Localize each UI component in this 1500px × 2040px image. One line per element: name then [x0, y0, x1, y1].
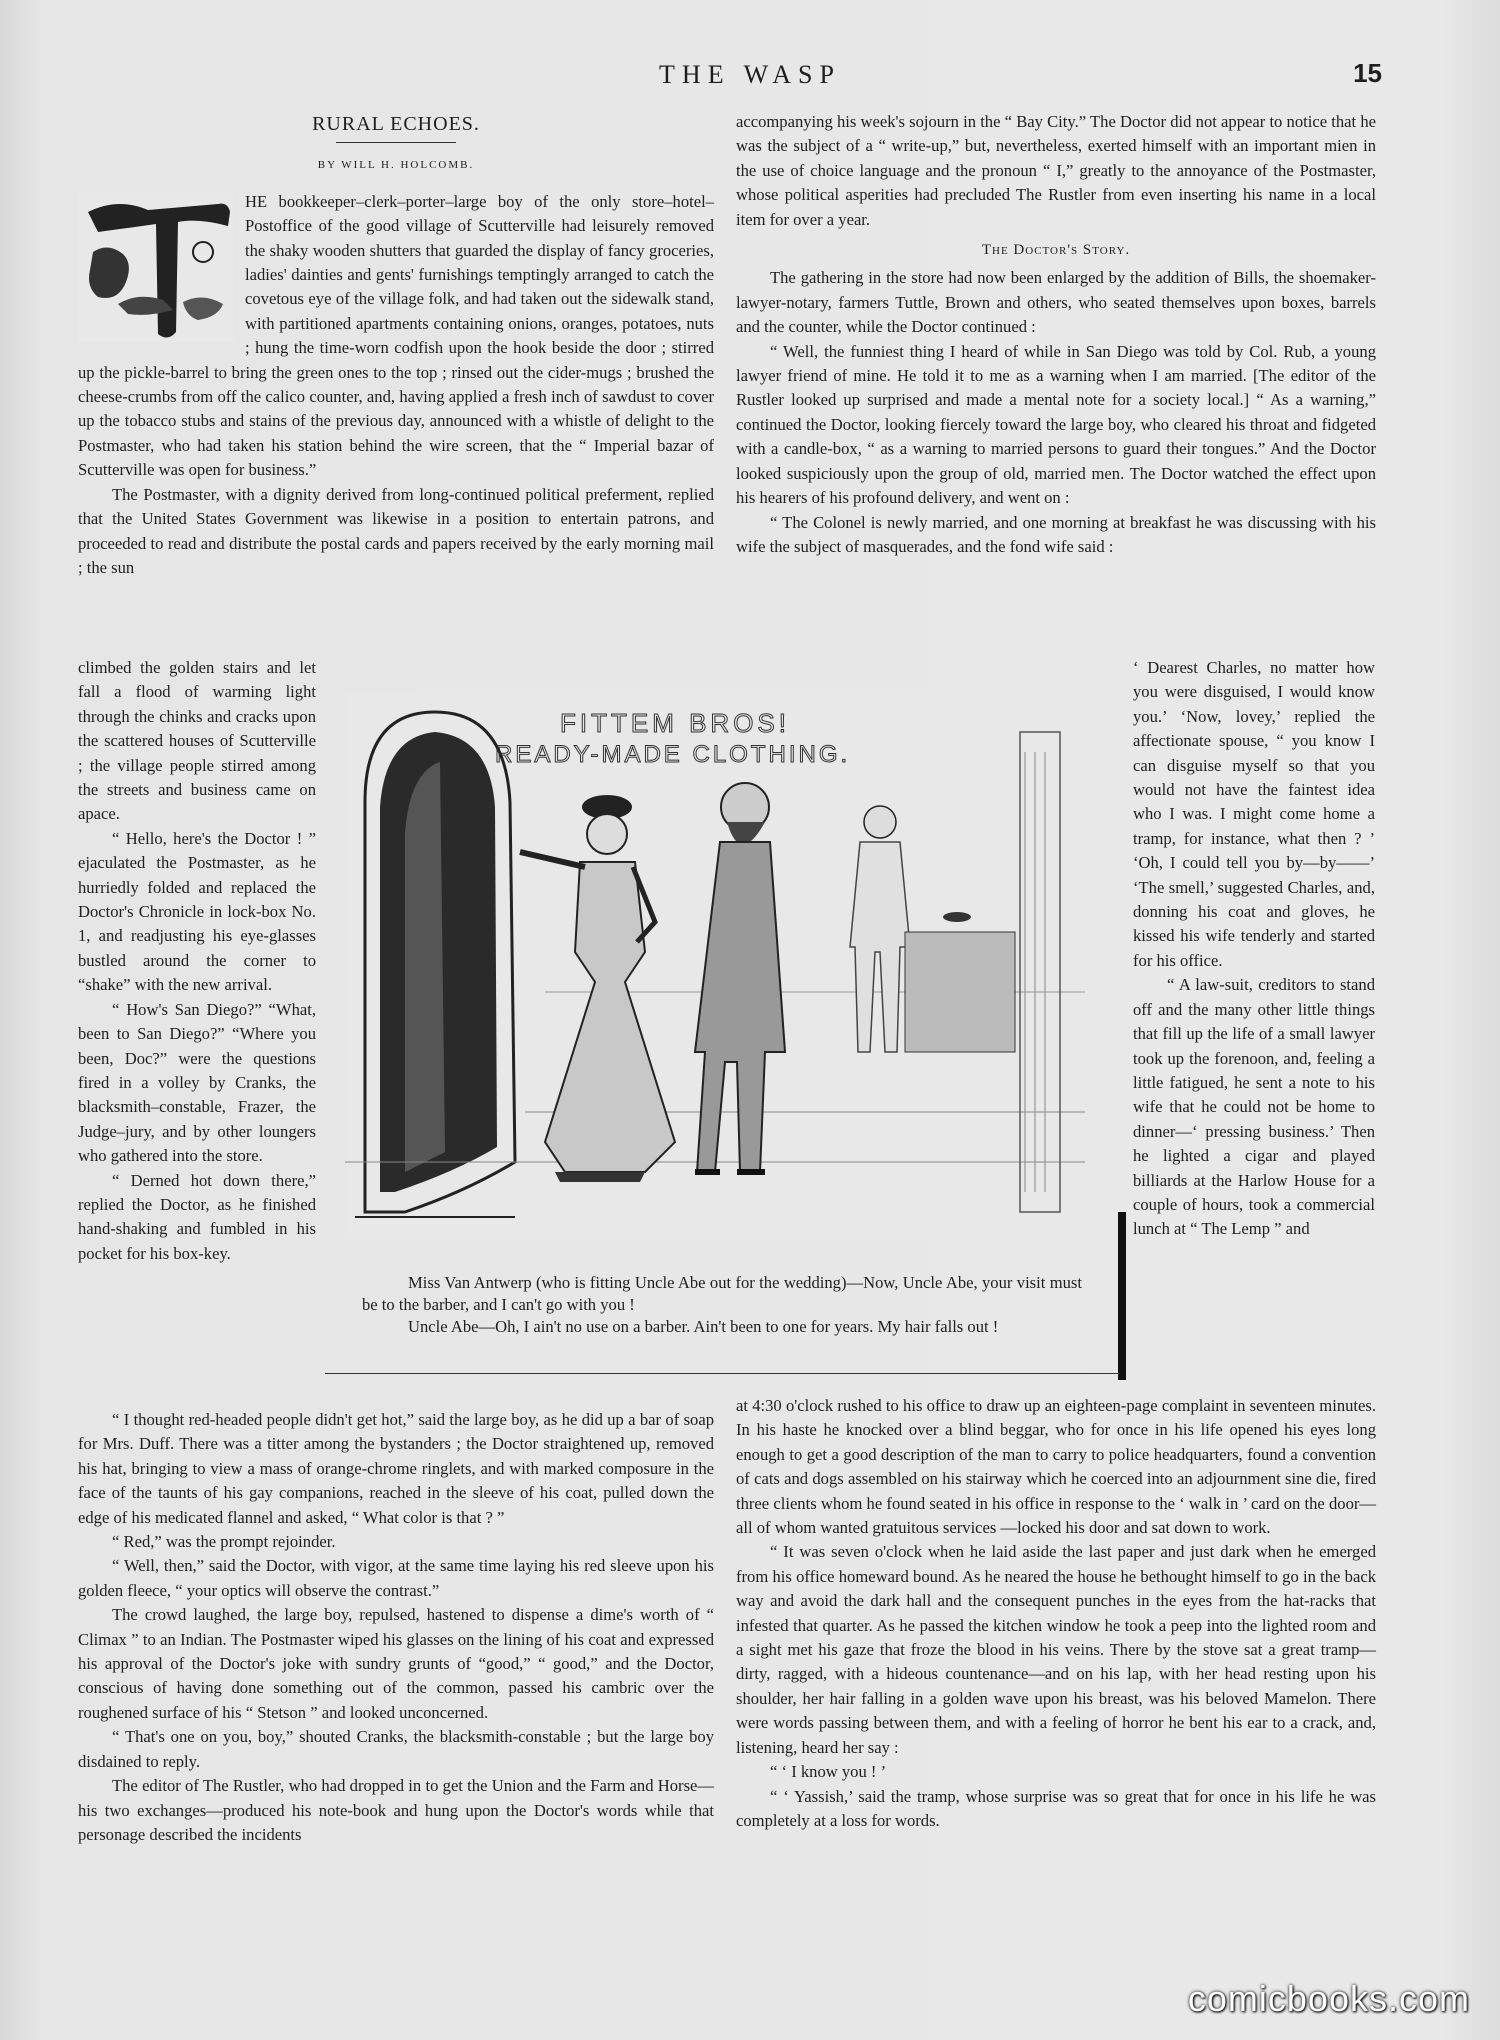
paragraph: climbed the golden stairs and let fall a flood of warming light through the chinks and cracks upon the scattered houses of Scutterville ; the village people stirred among the streets and business came on apace.: [78, 658, 316, 824]
paragraph: The editor of The Rustler, who had dropped in to get the Union and the Farm and Horse—his two exchanges—produced his note-book and hung upon the Doctor's words while that personage described the incidents: [78, 1776, 714, 1844]
paragraph: “ How's San Diego?” “What, been to San Diego?” “Where you been, Doc?” were the questions fired in a volley by Cranks, the blacksmith–constable, Frazer, the Judge–jury, and by other loungers who gathered into the store.: [78, 999, 316, 1166]
article-title: RURAL ECHOES.: [312, 113, 480, 135]
byline: BY WILL H. HOLCOMB.: [317, 159, 475, 172]
sign-text-line1: FITTEM BROS!: [560, 708, 790, 738]
paragraph: “ Derned hot down there,” replied the Doctor, as he finished hand-shaking and fumbled in his pocket for his box-key.: [78, 1170, 316, 1263]
watermark: comicbooks.com: [1187, 1978, 1470, 2019]
paragraph: “ I thought red-headed people didn't get hot,” said the large boy, as he did up a bar of soap for Mrs. Duff. There was a titter among the bystanders ; the Doctor straightened up, removed his hat, bringing to view a mass of orange-chrome ringlets, and with marked composure in the face of the taunts of his gay companions, reached in the sleeve of his coat, pulled down the edge of his medicated flannel and asked, “ What color is that ? ”: [78, 1410, 714, 1527]
illustration-clothing-store: [345, 692, 1085, 1237]
paragraph: The Postmaster, with a dignity derived from long-continued political preferment, replied that the United States Government was likewise in a position to entertain patrons, and proceeded to read and distribute the postal cards and papers received by the early morning mail ; the sun: [78, 484, 714, 577]
paragraph: accompanying his week's sojourn in the “ Bay City.” The Doctor did not appear to notice that he was the subject of a “ write-up,” but, nevertheless, exerted himself with an important mien in the use of choice language and the pronoun “ I,” greatly to the annoyance of the Postmaster, whose political asperities had precluded The Rustler from even inserting his name in a local item for over a year.: [736, 112, 1376, 229]
page-number: 15: [1353, 58, 1382, 88]
paragraph: “ That's one on you, boy,” shouted Cranks, the blacksmith-constable ; but the large boy disdained to reply.: [78, 1727, 714, 1771]
section-subhead: The Doctor's Story.: [981, 242, 1131, 259]
paragraph: “ Well, then,” said the Doctor, with vigor, at the same time laying his red sleeve upon his golden fleece, “ your optics will observe the contrast.”: [78, 1556, 714, 1600]
right-narrow-column: [1133, 656, 1375, 1242]
title-rule: [336, 142, 456, 143]
page-edge-bar: [1118, 1212, 1126, 1380]
paragraph: “ ‘ Yassish,’ said the tramp, whose surprise was so great that for once in his life he was completely at a loss for words.: [736, 1786, 1376, 1830]
paragraph: ‘ Dearest Charles, no matter how you were disguised, I would know you.’ ‘Now, lovey,’ replied the affectionate spouse, “ you know I can disguise myself so that you would not have the faintest idea who I was. I might come home a tramp, for instance, what then ? ’ ‘Oh, I could tell you by—by——’ ‘The smell,’ suggested Charles, and, donning his coat and gloves, he kissed his wife tenderly and started for his office.: [1133, 658, 1375, 970]
paragraph: HE bookkeeper–clerk–porter–large boy of the only store–hotel–Postoffice of the good village of Scutterville had leisurely removed the shaky wooden shutters that guarded the display of fancy groceries, ladies' dainties and gents' furnishings temptingly arranged to catch the covetous eye of the village folk, and had taken out the sidewalk stand, with partitioned apartments containing onions, oranges, potatoes, nuts ; hung the time-worn codfish upon the hook beside the door ; stirred up the pickle-barrel to bring the green ones to the top ; rinsed out the cider-mugs ; brushed the cheese-crumbs from off the calico counter, and, having applied a fresh inch of sawdust to cover up the tobacco stubs and stains of the previous day, announced with a whistle of delight to the Postmaster, who had taken his station behind the wire screen, that the “ Imperial bazar of Scutterville was open for business.”: [78, 191, 714, 480]
paragraph: “ The Colonel is newly married, and one morning at breakfast he was discussing with his wife the subject of masquerades, and the fond wife said :: [736, 512, 1376, 556]
caption-rule: [325, 1373, 1120, 1374]
illustration-caption: [362, 1272, 1082, 1338]
paragraph: “ Hello, here's the Doctor ! ” ejaculated the Postmaster, as he hurriedly folded and replaced the Doctor's Chronicle in lock-box No. 1, and readjusting his eye-glasses bustled around the corner to “shake” with the new arrival.: [78, 828, 316, 995]
paragraph: at 4:30 o'clock rushed to his office to draw up an eighteen-page complaint in seventeen minutes. In his haste he knocked over a blind beggar, who for once in his life opened his eyes long enough to get a good description of the man to carry to police headquarters, found a convention of cats and dogs assembled on his stairway which he coerced into an adjournment sine die, fired three clients whom he found seated in his office in response to the ‘ walk in ’ card on the door—all of whom wanted gratuitous services —locked his door and sat down to work.: [736, 1396, 1376, 1538]
drop-cap-t-icon: [78, 192, 233, 342]
paragraph: “ It was seven o'clock when he laid aside the last paper and just dark when he emerged from his office homeward bound. As he neared the house he bethought himself to go in the back way and avoid the dark hall and the consequent punches in the eyes from the hat-racks that infested that quarter. As he passed the kitchen window he took a peep into the lighted room and a sight met his gaze that froze the blood in his veins. There by the stove sat a great tramp—dirty, ragged, with a hideous countenance—and on his lap, with her head resting upon his shoulder, her hair falling in a golden wave upon his breast, was his beloved Mamelon. There were words passing between them, and with a feeling of horror he bent his ear to a crack, and, listening, heard her say :: [736, 1542, 1376, 1757]
paragraph: “ Red,” was the prompt rejoinder.: [112, 1532, 336, 1552]
right-column-bottom: [736, 1394, 1376, 1833]
caption-line-1: Miss Van Antwerp (who is fitting Uncle Abe out for the wedding)—Now, Uncle Abe, your visit must be to the barber, and I can't go with you !: [362, 1273, 1082, 1314]
paragraph: The gathering in the store had now been enlarged by the addition of Bills, the shoemaker-lawyer-notary, farmers Tuttle, Brown and others, who seated themselves upon boxes, barrels and the counter, while the Doctor continued :: [736, 268, 1376, 337]
right-column-top: [736, 110, 1376, 559]
left-narrow-column: [78, 656, 316, 1266]
caption-line-2: Uncle Abe—Oh, I ain't no use on a barber. Ain't been to one for years. My hair falls out !: [408, 1317, 999, 1336]
left-column-bottom: [78, 1408, 714, 1847]
paragraph: “ Well, the funniest thing I heard of while in San Diego was told by Col. Rub, a young lawyer friend of mine. He told it to me as a warning when I am married. [The editor of the Rustler looked up surprised and made a mental note for a society local.] “ As a warning,” continued the Doctor, looking fiercely toward the large boy, who cleared his throat and fidgeted with a candle-box, “ as a warning to married persons to guard their tongues.” And the Doctor looked suspiciously upon the group of old, married men. The Doctor watched the effect upon his hearers of his profound delivery, and went on :: [736, 341, 1376, 508]
sign-text-line2: READY-MADE CLOTHING.: [495, 741, 851, 768]
paragraph: “ ‘ I know you ! ’: [770, 1762, 887, 1782]
paragraph: “ A law-suit, creditors to stand off and the many other little things that fill up the life of a small lawyer took up the forenoon, and, feeling a little fatigued, he sent a note to his wife that he could not be home to dinner—‘ pressing business.’ Then he lighted a cigar and played billiards at the Harlow House for a couple of hours, took a commercial lunch at “ The Lemp ” and: [1133, 975, 1375, 1239]
masthead: THE WASP: [659, 60, 841, 89]
left-column-top: [78, 112, 714, 580]
paragraph: The crowd laughed, the large boy, repulsed, hastened to dispense a dime's worth of “ Climax ” to an Indian. The Postmaster wiped his glasses on the lining of his coat and expressed his approval of the Doctor's joke with sundry grunts of “good,” “ good,” and the Doctor, conscious of having done something out of the common, passed his cambric over the roughened surface of his “ Stetson ” and looked unconcerned.: [78, 1605, 714, 1722]
